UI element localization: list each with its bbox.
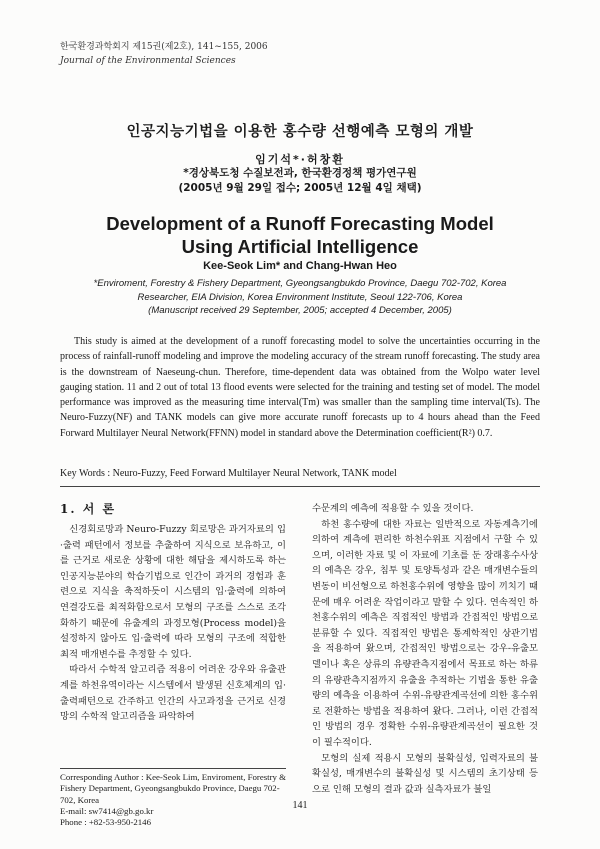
paragraph: 모형의 실제 적용시 모형의 불확실성, 입력자료의 불확실성, 매개변수의 불확실성 및 시스템의 초기상태 등으로 인해 모형의 결과 값과 실측자료가 불일 bbox=[312, 752, 538, 795]
english-affiliation-block bbox=[40, 277, 560, 318]
paragraph: 따라서 수학적 알고리즘 적용이 어려운 강우와 유출관계를 하천유역이라는 시스템에서 발생된 신호체계의 입·출력패턴으로 간주하고 인간의 사고과정을 근거로 신경망의 수학적 알고리즘을 파악하여 bbox=[60, 664, 286, 723]
english-title-line2: Using Artificial Intelligence bbox=[181, 236, 419, 257]
paragraph: 신경회로망과 Neuro-Fuzzy 회로망은 과거자료의 입·출력 패턴에서 정보를 추출하여 지식으로 보유하고, 이를 근거로 새로운 상황에 대한 해답을 제시하도록 하는 인공지능분야의 학습기법으로 인간이 과거의 경험과 훈련으로 지식을 축적하듯이 시스템의 입·출력에 의하여 연결강도를 최적화함으로서 모형의 구조를 스스로 조각화하기 때문에 유출계의 과정모형(Process model)을 설정하지 않아도 입·출력에 따라 모형의 구조에 적합한 최적 매개변수를 추정할 수 있다. bbox=[60, 524, 286, 660]
divider bbox=[60, 486, 540, 487]
english-title bbox=[0, 212, 600, 258]
paragraph: 하천 홍수량에 대한 자료는 일반적으로 자동계측기에 의하여 계측에 편리한 하천수위표 지점에서 구할 수 있으며, 이러한 자료 및 이 자료에 기초를 둔 장래홍수사상의 예측은 강우, 침투 및 토양특성과 같은 매개변수들의 변동이 비선형으로 하천홍수위에 영향을 많이 끼치기 때문에 매우 어려운 작업이라고 말할 수 있다. 연속적인 하천홍수위의 예측은 직접적인 방법과 간접적인 방법으로 분류할 수 있다. 직접적인 방법은 통계학적인 상관기법을 적용하여 왔으며, 간접적인 방법으로는 강우-유출모델이나 혹은 상류의 유량관측지점에서 목표로 하는 하류의 유량관측지점까지 유출을 추적하는 기법을 통한 유출량의 예측을 이용하여 수위-유량관계곡선에 의한 홍수위로 전환하는 방법을 적용하여 왔다. 그러나, 이런 간접적인 방법의 경우 정확한 수위-유량관계곡선이 필요한 것이 필수적이다. bbox=[312, 518, 538, 748]
footnote-divider bbox=[60, 768, 286, 769]
english-affiliation-2: Researcher, EIA Division, Korea Environment Institute, Seoul 122-706, Korea bbox=[137, 291, 463, 303]
page-number: 141 bbox=[292, 800, 308, 811]
journal-name: Journal of the Environmental Sciences bbox=[60, 56, 236, 66]
korean-received: (2005년 9월 29일 접수; 2005년 12월 4일 채택) bbox=[178, 182, 422, 194]
right-column bbox=[312, 501, 538, 797]
korean-affiliation: *경상북도청 수질보전과, 한국환경정책 평가연구원 bbox=[183, 167, 417, 179]
english-title-line1: Development of a Runoff Forecasting Model bbox=[106, 213, 494, 234]
journal-issue: 한국환경과학회지 제15권(제2호), 141~155, 2006 bbox=[60, 42, 268, 52]
english-affiliation-1: *Enviroment, Forestry & Fishery Department, Gyeongsangbukdo Province, Daegu 702-702, Korea bbox=[93, 278, 507, 289]
keywords: Key Words : Neuro-Fuzzy, Feed Forward Multilayer Neural Network, TANK model bbox=[60, 468, 397, 479]
abstract: This study is aimed at the development of a runoff forecasting model to solve the uncertainties occurring in the process of rainfall-runoff modeling and improve the modeling accuracy of the stream runoff forecasting. The study area is the downstream of Naeseung-chun. Therefore, time-dependent data was obtained from the Wolpo water level gauging station. 11 and 2 out of total 13 flood events were selected for the training and testing set of model. The model performance was improved as the measuring time interval(Tm) was smaller than the sampling time interval(Ts). The Neuro-Fuzzy(NF) and TANK models can give more accurate runoff forecasts up to 4 hours ahead than the Feed Forward Multilayer Neural Network(FFNN) model in standard above the Determination coefficient(R²) 0.7. bbox=[60, 336, 540, 439]
left-column bbox=[60, 500, 286, 725]
section-heading: 1. 서 론 bbox=[60, 502, 117, 516]
korean-title: 인공지능기법을 이용한 홍수량 선행예측 모형의 개발 bbox=[126, 124, 474, 140]
korean-authors: 임기석*·허창환 bbox=[255, 153, 345, 166]
author-email: E-mail: sw7414@gb.go.kr bbox=[60, 805, 154, 816]
corresponding-author: Corresponding Author : Kee-Seok Lim, Enviroment, Forestry & Fishery Department, Gyeongsangbukdo Province, Daegu 702-702, Korea bbox=[60, 772, 286, 805]
author-phone: Phone : +82-53-950-2146 bbox=[60, 817, 151, 828]
journal-header bbox=[60, 40, 268, 68]
english-authors: Kee-Seok Lim* and Chang-Hwan Heo bbox=[203, 260, 397, 272]
manuscript-dates: (Manuscript received 29 September, 2005; accepted 4 December, 2005) bbox=[148, 305, 452, 316]
paragraph: 수문계의 예측에 적용할 수 있을 것이다. bbox=[312, 503, 474, 514]
korean-affiliation-block bbox=[0, 166, 600, 196]
